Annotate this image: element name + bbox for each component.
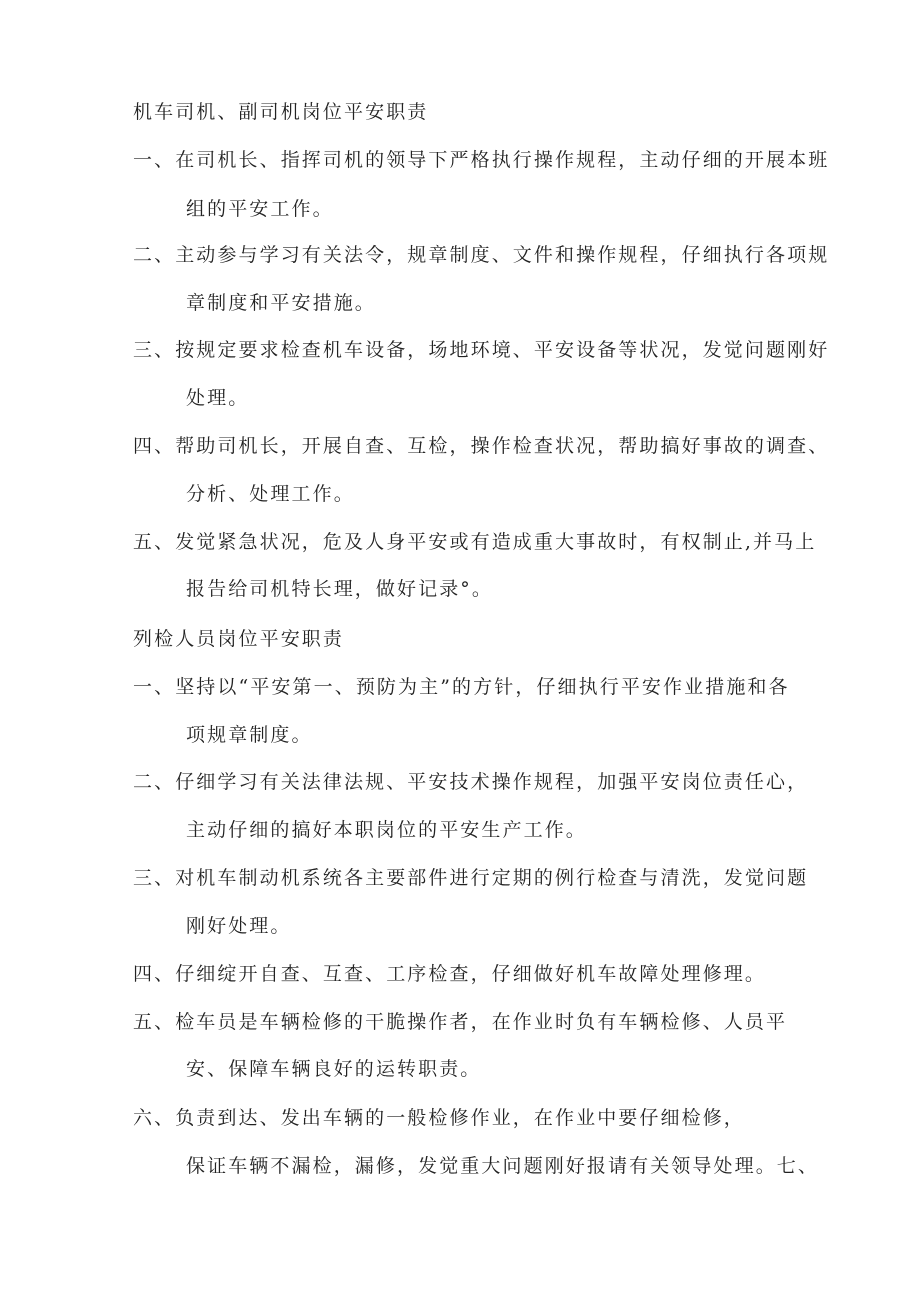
paragraph-2-2-line-1: 二、仔细学习有关法律法规、平安技术操作规程，加强平安岗位责任心， — [133, 771, 809, 793]
paragraph-2-5-line-1: 五、检车员是车辆检修的干脆操作者，在作业时负有车辆检修、人员平 — [133, 1011, 788, 1033]
paragraph-2-3-line-2: 刚好处理。 — [186, 915, 292, 937]
paragraph-1-5-line-1: 五、发觉紧急状况，危及人身平安或有造成重大事故时，有权制止,并马上 — [133, 531, 817, 553]
paragraph-1-1-line-1: 一、在司机长、指挥司机的领导下严格执行操作规程，主动仔细的开展本班 — [133, 149, 830, 171]
paragraph-2-6-line-1: 六、负责到达、发出车辆的一般检修作业，在作业中要仔细检修， — [133, 1107, 745, 1129]
paragraph-2-5-line-2: 安、保障车辆良好的运转职责。 — [186, 1058, 482, 1080]
paragraph-2-6-line-2: 保证车辆不漏检，漏修，发觉重大问题刚好报请有关领导处理。七、 — [186, 1155, 820, 1177]
paragraph-1-2-line-2: 章制度和平安措施。 — [186, 292, 376, 314]
paragraph-1-3-line-1: 三、按规定要求检查机车设备，场地环境、平安设备等状况，发觉问题刚好 — [133, 339, 830, 361]
paragraph-2-4-line-1: 四、仔细绽开自查、互查、工序检查，仔细做好机车故障处理修理。 — [133, 963, 767, 985]
paragraph-1-3-line-2: 处理。 — [186, 387, 250, 409]
paragraph-1-4-line-2: 分析、处理工作。 — [186, 483, 355, 505]
section-title-locomotive-driver: 机车司机、副司机岗位平安职责 — [133, 101, 429, 123]
section-title-train-inspection: 列检人员岗位平安职责 — [133, 628, 345, 650]
paragraph-1-5-line-2: 报告给司机特长理，做好记录°。 — [186, 578, 494, 600]
paragraph-2-1-line-1: 一、坚持以“平安第一、预防为主”的方针，仔细执行平安作业措施和各 — [133, 676, 790, 698]
paragraph-1-2-line-1: 二、主动参与学习有关法令，规章制度、文件和操作规程，仔细执行各项规 — [133, 244, 830, 266]
paragraph-2-1-line-2: 项规章制度。 — [186, 724, 313, 746]
paragraph-1-1-line-2: 组的平安工作。 — [186, 198, 334, 220]
paragraph-1-4-line-1: 四、帮助司机长，开展自查、互检，操作检查状况，帮助搞好事故的调查、 — [133, 435, 830, 457]
paragraph-2-2-line-2: 主动仔细的搞好本职岗位的平安生产工作。 — [186, 819, 587, 841]
paragraph-2-3-line-1: 三、对机车制动机系统各主要部件进行定期的例行检查与清洗，发觉问题 — [133, 867, 809, 889]
